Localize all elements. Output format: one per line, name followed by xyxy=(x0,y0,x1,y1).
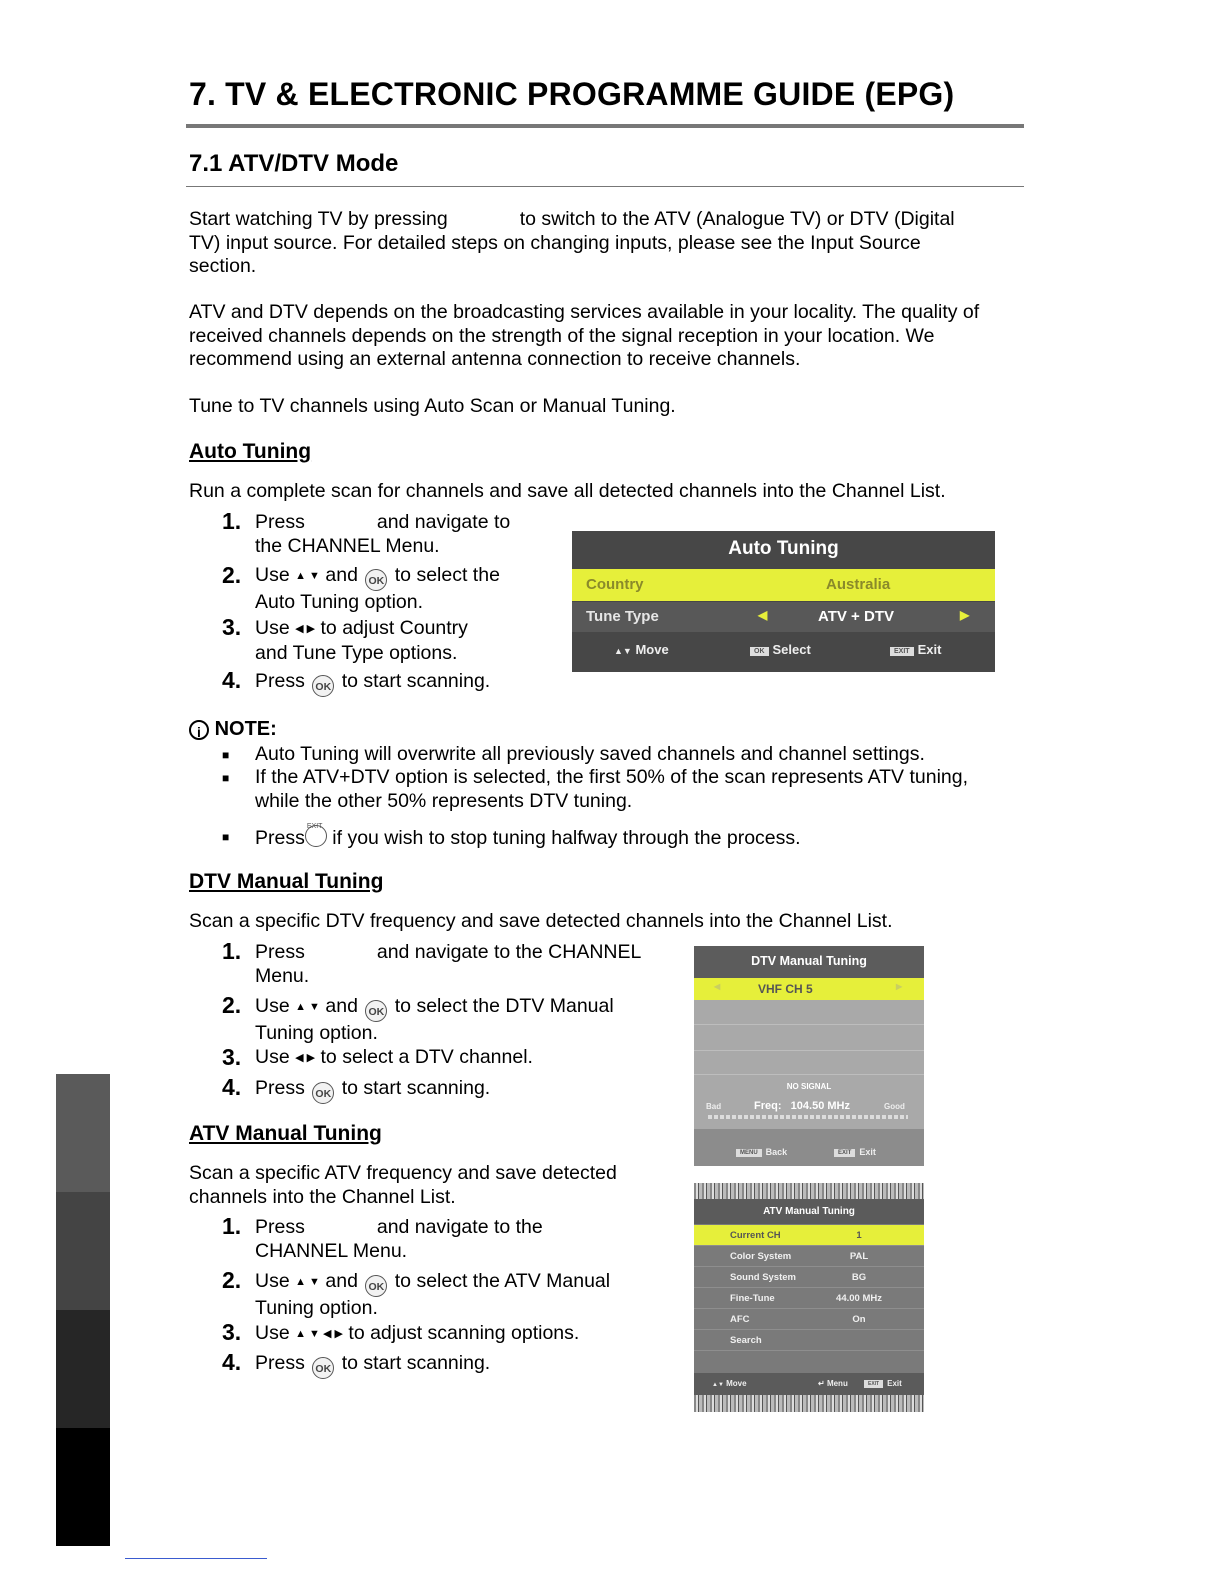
ok-button-icon: OK xyxy=(365,1000,387,1022)
auto-tuning-screen xyxy=(572,531,995,672)
atv-manual-tuning-screen xyxy=(694,1183,924,1412)
screen-title: ATV Manual Tuning xyxy=(763,1206,855,1217)
list-item: Use ▲ ▼ and OK to select the DTV Manual Tuning option. xyxy=(255,995,614,1044)
list-item: Use ▲ ▼ and OK to select the Auto Tuning option. xyxy=(255,564,500,613)
section-title: 7.1 ATV/DTV Mode xyxy=(189,150,399,177)
four-way-arrows-icon: ▲ ▼ ◀ ▶ xyxy=(295,1328,343,1340)
right-arrow-icon: ▶ xyxy=(896,982,903,991)
ok-button-icon: OK xyxy=(365,1275,387,1297)
static-noise xyxy=(694,1395,924,1412)
left-right-arrows-icon: ◀ ▶ xyxy=(295,623,316,635)
note-item-2: If the ATV+DTV option is selected, the first 50% of the scan represents ATV tuning, while the other 50% represents DTV tuning. xyxy=(255,766,969,812)
no-signal-label: NO SIGNAL xyxy=(786,1082,832,1091)
atv-setting-row xyxy=(694,1267,924,1288)
atv-manual-tuning-desc: Scan a specific ATV frequency and save detected channels into the Channel List. xyxy=(189,1162,617,1208)
dtv-manual-tuning-screen xyxy=(694,946,924,1166)
static-noise xyxy=(694,1183,924,1199)
atv-setting-label: Sound System xyxy=(730,1272,796,1283)
step-number: 3. xyxy=(222,614,242,640)
up-down-arrows-icon: ▲ ▼ xyxy=(295,1001,320,1013)
step-number: 1. xyxy=(222,508,242,534)
list-item: Use ▲ ▼ and OK to select the ATV Manual Tuning option. xyxy=(255,1270,611,1319)
move-hint: ▲▼ Move xyxy=(614,642,669,657)
menu-hint: ↵ Menu xyxy=(818,1379,848,1388)
exit-button-icon: EXIT xyxy=(305,825,327,847)
intro-paragraph-1: Start watching TV by pressing to switch to the ATV (Analogue TV) or DTV (Digital TV) input source. For detailed steps on changing inputs, please see the Input Source section. xyxy=(189,208,955,277)
step-number: 4. xyxy=(222,667,242,693)
step-number: 2. xyxy=(222,562,242,588)
left-arrow-icon: ◀ xyxy=(758,608,768,622)
select-hint: OK Select xyxy=(750,642,811,657)
section-rule xyxy=(186,186,1024,187)
list-item: Use ◀ ▶ to adjust Country and Tune Type options. xyxy=(255,617,468,664)
chapter-title: 7. TV & ELECTRONIC PROGRAMME GUIDE (EPG) xyxy=(189,76,955,112)
atv-setting-row xyxy=(694,1309,924,1330)
exit-hint: EXIT Exit xyxy=(834,1147,876,1157)
step-number: 1. xyxy=(222,938,242,964)
left-right-arrows-icon: ◀ ▶ xyxy=(295,1052,316,1064)
atv-setting-label: Search xyxy=(730,1335,762,1346)
info-icon: i xyxy=(189,720,209,740)
frequency-readout: Freq: 104.50 MHz xyxy=(754,1100,850,1112)
back-hint: MENU Back xyxy=(736,1147,787,1157)
ok-button-icon: OK xyxy=(365,569,387,591)
list-item: Press OK to start scanning. xyxy=(255,1077,490,1104)
atv-setting-value: 1 xyxy=(856,1230,862,1241)
bullet-icon: ■ xyxy=(222,830,230,844)
auto-tuning-desc: Run a complete scan for channels and save all detected channels into the Channel List. xyxy=(189,480,946,502)
atv-setting-value: PAL xyxy=(849,1251,869,1262)
bad-label: Bad xyxy=(706,1102,722,1111)
ok-button-icon: OK xyxy=(312,675,334,697)
list-item: Use ▲ ▼ ◀ ▶ to adjust scanning options. xyxy=(255,1322,580,1344)
dtv-manual-tuning-heading: DTV Manual Tuning xyxy=(189,870,384,893)
atv-setting-label: Fine-Tune xyxy=(730,1293,775,1304)
step-number: 1. xyxy=(222,1213,242,1239)
list-item: Use ◀ ▶ to select a DTV channel. xyxy=(255,1046,533,1068)
intro-paragraph-2: ATV and DTV depends on the broadcasting services available in your locality. The quality of received channels depends on the strength of the signal reception in your location. We recommend using an external antenna connection to receive channels. xyxy=(189,301,980,370)
channel-row: ◀ VHF CH 5 ▶ xyxy=(694,978,924,1000)
atv-setting-value: On xyxy=(852,1314,866,1325)
up-down-arrows-icon: ▲ ▼ xyxy=(295,570,320,582)
atv-setting-label: Color System xyxy=(730,1251,792,1262)
atv-setting-row xyxy=(694,1225,924,1246)
list-item: Press and navigate to the CHANNEL Menu. xyxy=(255,1216,543,1262)
right-arrow-icon: ▶ xyxy=(960,608,970,622)
auto-tuning-heading: Auto Tuning xyxy=(189,440,312,463)
list-item: Press OK to start scanning. xyxy=(255,670,490,697)
move-hint: ▲▼ Move xyxy=(712,1379,747,1388)
list-item: Press and navigate to the CHANNEL Menu. xyxy=(255,941,642,987)
list-item: Press OK to start scanning. xyxy=(255,1352,490,1379)
ok-button-icon: OK xyxy=(312,1357,334,1379)
atv-setting-row xyxy=(694,1288,924,1309)
intro-paragraph-3: Tune to TV channels using Auto Scan or Manual Tuning. xyxy=(189,395,676,417)
list-item: Press and navigate to the CHANNEL Menu. xyxy=(255,511,511,557)
step-number: 2. xyxy=(222,992,242,1018)
atv-setting-label: Current CH xyxy=(730,1230,781,1241)
step-number: 3. xyxy=(222,1044,242,1070)
step-number: 3. xyxy=(222,1319,242,1345)
atv-manual-tuning-heading: ATV Manual Tuning xyxy=(189,1122,382,1145)
sidebar-tab-3 xyxy=(56,1310,110,1428)
atv-setting-row xyxy=(694,1330,924,1351)
note-item-1: Auto Tuning will overwrite all previously saved channels and channel settings. xyxy=(255,743,925,765)
step-number: 2. xyxy=(222,1267,242,1293)
left-arrow-icon: ◀ xyxy=(714,982,721,991)
note-heading: i NOTE: xyxy=(189,718,277,741)
sidebar-tab-2 xyxy=(56,1192,110,1310)
sidebar-tab-1 xyxy=(56,1074,110,1192)
up-down-arrows-icon: ▲ ▼ xyxy=(295,1276,320,1288)
return-icon: ↵ xyxy=(818,1379,825,1388)
step-number: 4. xyxy=(222,1349,242,1375)
step-number: 4. xyxy=(222,1074,242,1100)
dtv-manual-tuning-desc: Scan a specific DTV frequency and save detected channels into the Channel List. xyxy=(189,910,893,932)
sidebar-tab-4 xyxy=(56,1428,110,1546)
exit-hint: EXIT Exit xyxy=(890,642,941,657)
signal-strength-bar xyxy=(708,1115,908,1119)
atv-setting-value: BG xyxy=(851,1272,867,1283)
footer-line xyxy=(125,1558,267,1559)
up-down-icon: ▲▼ xyxy=(614,646,632,656)
tune-type-row: Tune Type ◀ ATV + DTV ▶ xyxy=(572,602,995,632)
atv-setting-label: AFC xyxy=(730,1314,750,1325)
title-rule xyxy=(186,124,1024,128)
good-label: Good xyxy=(884,1102,905,1111)
atv-setting-row xyxy=(694,1246,924,1267)
note-item-3: Press EXIT if you wish to stop tuning halfway through the process. xyxy=(255,823,801,849)
ok-button-icon: OK xyxy=(312,1082,334,1104)
screen-title: Auto Tuning xyxy=(728,538,839,559)
screen-title: DTV Manual Tuning xyxy=(751,954,867,968)
bullet-icon: ■ xyxy=(222,748,230,762)
bullet-icon: ■ xyxy=(222,771,230,785)
exit-hint: EXIT Exit xyxy=(864,1379,902,1388)
up-down-icon: ▲▼ xyxy=(712,1382,724,1388)
atv-setting-value: 44.00 MHz xyxy=(836,1293,882,1304)
country-row: Country Australia xyxy=(572,569,995,601)
